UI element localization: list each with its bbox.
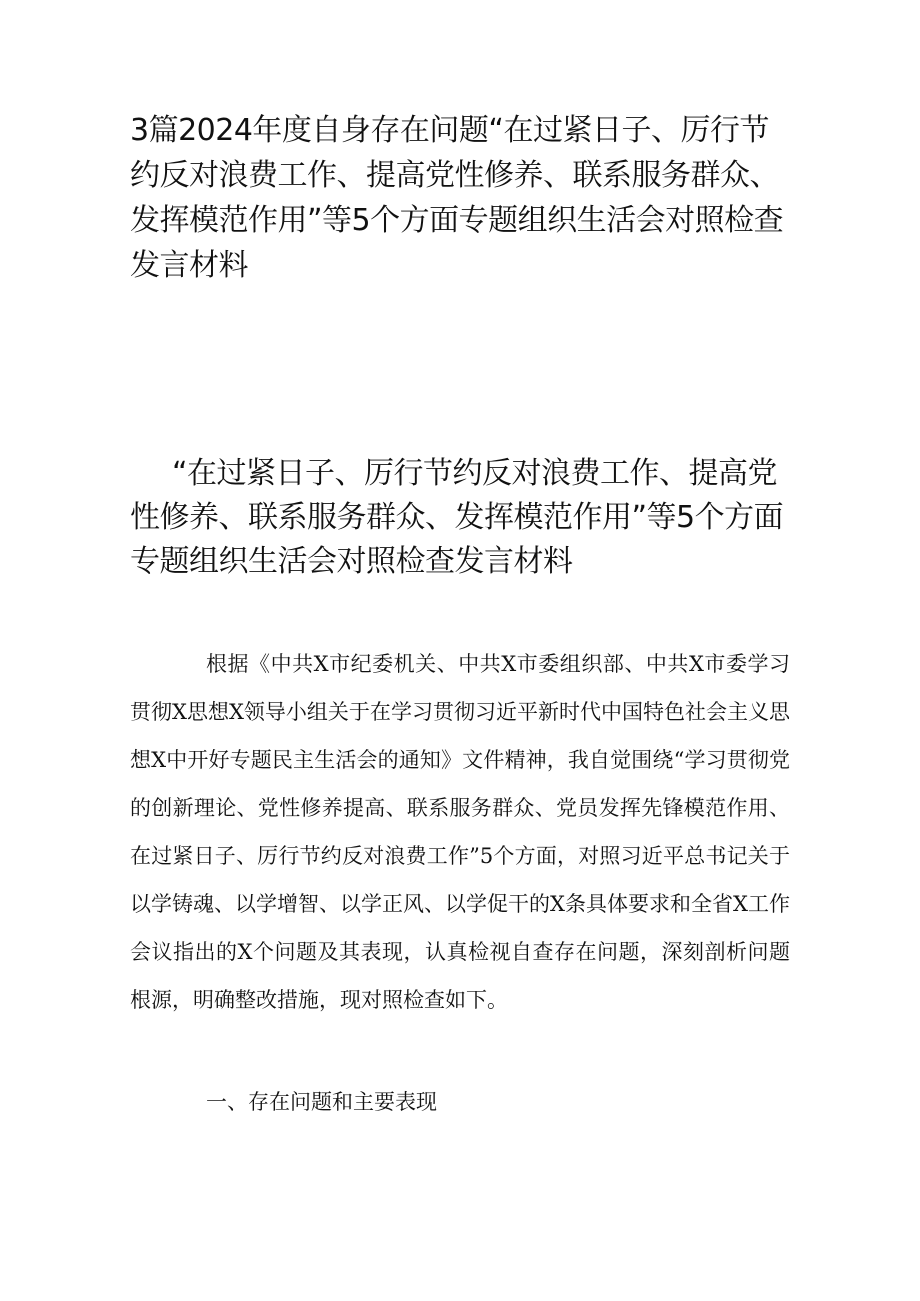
intro-paragraph: 根据《中共X市纪委机关、中共X市委组织部、中共X市委学习贯彻X思想X领导小组关于在学习贯彻习近平新时代中国特色社会主义思想X中开好专题民主生活会的通知》文件精神，我自觉围绕“学习贯彻党的创新理论、党性修养提高、联系服务群众、党员发挥先锋模范作用、在过紧日子、厉行节约反对浪费工作”5个方面，对照习近平总书记关于以学铸魂、以学增智、以学正风、以学促干的X条具体要求和全省X工作会议指出的X个问题及其表现，认真检视自查存在问题，深刻剖析问题根源，明确整改措施，现对照检查如下。 [130, 652, 790, 1012]
document-sub-title: “在过紧日子、厉行节约反对浪费工作、提高党性修养、联系服务群众、发挥模范作用”等5个方面专题组织生活会对照检查发言材料 [130, 456, 784, 579]
document-main-title: 3篇2024年度自身存在问题“在过紧日子、厉行节约反对浪费工作、提高党性修养、联系服务群众、发挥模范作用”等5个方面专题组织生活会对照检查发言材料 [130, 113, 784, 283]
section-one-heading: 一、存在问题和主要表现 [206, 1090, 437, 1114]
